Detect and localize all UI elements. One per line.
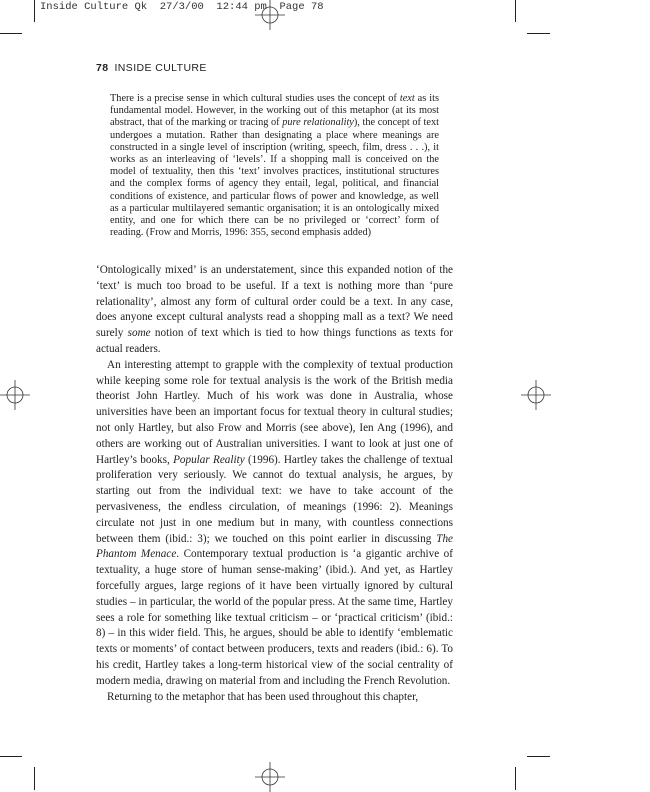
film-title: The Phantom Menace bbox=[96, 532, 453, 561]
crop-mark bbox=[34, 767, 35, 790]
registration-mark-icon bbox=[521, 380, 551, 410]
crop-mark bbox=[527, 33, 550, 34]
paragraph: An interesting attempt to grapple with the complexity of textual production while keeping some role for textual analysis is the work of the British media theorist John Hartley. Much of his work was done in Australia, whose universities have been an important focus for textual theory in cultural studies; not only Hartley, but also Frow and Morris (see above), Ien Ang (1996), and others are working out of Australian universities. I want to look at just one of Hartley’s books, Popular Reality (1996). Hartley takes the challenge of textual proliferation very seriously. We cannot do textual analysis, he argues, by starting out from the individual text: we have to take account of the pervasiveness, the endless circulation, of meanings (1996: 2). Meanings circulate not just in one medium but in many, with countless connections between them (ibid.: 3); we touched on this point earlier in discussing The Phantom Menace. Contemporary textual production is ‘a gigantic archive of textuality, a huge store of human sense-making’ (ibid.). And yet, as Hartley forcefully argues, large regions of it have been virtually ignored by cultural studies – in particular, the world of the popular press. At the same time, Hartley sees a role for something like textual criticism – or ‘practical criticism’ (ibid.: 8) – in this wider field. This, he argues, should be able to identify ‘emblematic texts or moments’ of contact between producers, texts and readers (ibid.: 6). To his credit, Hartley takes a long-term historical view of the social centrality of modern media, drawing on material from and including the French Revolution. bbox=[96, 358, 453, 687]
body-text bbox=[96, 263, 453, 705]
paragraph: ‘Ontologically mixed’ is an understatement, since this expanded notion of the ‘text’ is much too broad to be useful. If a text is nothing more than ‘pure relationality’, almost any form of cultural order could be a text. In any case, does anyone except cultural analysts read a shopping mall as a text? We need surely some notion of text which is tied to how things functions as texts for actual readers. bbox=[96, 264, 453, 355]
crop-mark bbox=[527, 756, 550, 757]
crop-mark bbox=[0, 33, 22, 34]
block-quote bbox=[110, 93, 439, 239]
running-head-title: INSIDE CULTURE bbox=[114, 62, 207, 74]
crop-mark bbox=[515, 0, 516, 22]
crop-mark bbox=[515, 767, 516, 790]
block-quote-text: There is a precise sense in which cultural studies uses the concept of text as its fundamental model. However, in the working out of this metaphor (at its most abstract, that of the marking or tracing of pure relationality), the concept of text undergoes a mutation. Rather than designating a place where meanings are constructed in a single level of inscription (writing, speech, film, dress . . .), it works as an interleaving of ‘levels’. If a shopping mall is conceived on the model of textuality, then this ‘text’ involves practices, institutional structures and the complex forms of agency they entail, legal, political, and financial conditions of existence, and particular flows of power and knowledge, as well as a particular multilayered semantic organisation; it is an ontologically mixed entity, and one for which there can be no privileged or ‘correct’ form of reading. (Frow and Morris, 1996: 355, second emphasis added) bbox=[110, 93, 439, 239]
book-title: Popular Reality bbox=[173, 453, 245, 466]
emphasis: pure relationality bbox=[282, 117, 354, 129]
crop-mark bbox=[0, 756, 22, 757]
registration-mark-icon bbox=[255, 0, 285, 30]
emphasis: some bbox=[127, 327, 151, 340]
crop-mark bbox=[34, 0, 35, 22]
paragraph: Returning to the metaphor that has been used throughout this chapter, bbox=[107, 690, 419, 703]
printer-slug-line: Inside Culture Qk 27/3/00 12:44 pm Page 78 bbox=[40, 1, 324, 13]
running-head bbox=[96, 62, 207, 74]
registration-mark-icon bbox=[0, 380, 30, 410]
page-number: 78 bbox=[96, 62, 109, 74]
registration-mark-icon bbox=[255, 762, 285, 792]
emphasis: text bbox=[399, 93, 415, 104]
